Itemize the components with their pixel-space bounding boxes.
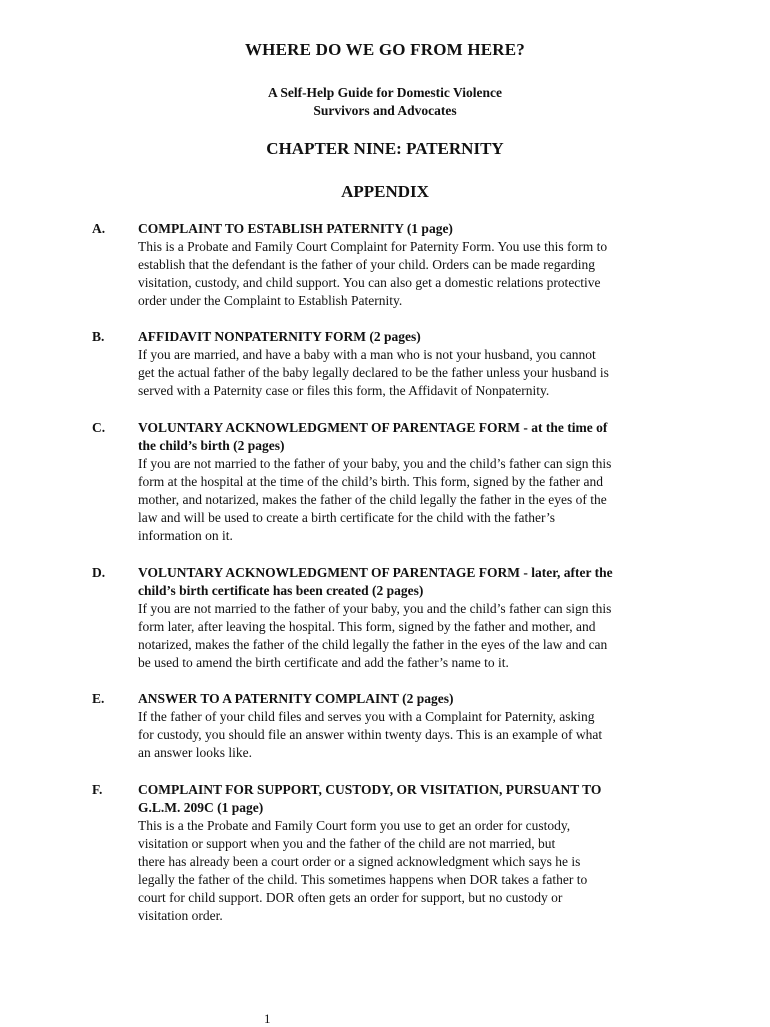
document-title: WHERE DO WE GO FROM HERE? [244, 40, 525, 59]
body-line: an answer looks like. [138, 745, 252, 760]
subtitle-line: A Self-Help Guide for Domestic Violence [267, 85, 503, 100]
body-line: visitation, custody, and child support. You can also get a domestic relations protective [138, 275, 601, 290]
body-line: law and will be used to create a birth certificate for the child with the father’s [138, 510, 555, 525]
body-line: This is a the Probate and Family Court form you use to get an order for custody, [138, 818, 571, 833]
body-line: If you are married, and have a baby with a man who is not your husband, you cannot [138, 347, 596, 362]
section-heading: ANSWER TO A PATERNITY COMPLAINT (2 pages) [138, 691, 454, 706]
section-letter: F. [92, 782, 103, 797]
body-line: information on it. [138, 528, 233, 543]
section-content [138, 419, 683, 545]
section-content [138, 220, 683, 310]
section-heading: the child’s birth (2 pages) [138, 438, 285, 453]
section-letter: D. [92, 565, 106, 580]
body-line: form later, after leaving the hospital. This form, signed by the father and mother, and [138, 619, 596, 634]
section-heading: VOLUNTARY ACKNOWLEDGMENT OF PARENTAGE FORM - at the time of [138, 420, 608, 435]
body-line: establish that the defendant is the father of your child. Orders can be made regarding [138, 257, 595, 272]
body-line: get the actual father of the baby legally declared to be the father unless your husband is [138, 365, 609, 380]
section-content [138, 328, 683, 400]
body-line: legally the father of the child. This sometimes happens when DOR takes a father to [138, 872, 588, 887]
section-heading: COMPLAINT TO ESTABLISH PATERNITY (1 page) [138, 221, 453, 236]
section-letter: E. [92, 691, 105, 706]
section-letter: A. [92, 221, 106, 236]
section-content [138, 564, 683, 672]
body-line: visitation or support when you and the father of the child are not married, but [138, 836, 556, 851]
body-line: notarized, makes the father of the child legally the father in the eyes of the law and can [138, 637, 608, 652]
body-line: be used to amend the birth certificate and add the father’s name to it. [138, 655, 509, 670]
page-number: 1 [264, 1011, 271, 1026]
section-content [138, 690, 683, 762]
body-line: mother, and notarized, makes the father of the child legally the father in the eyes of the [138, 492, 607, 507]
section-heading: child’s birth certificate has been created (2 pages) [138, 583, 424, 598]
section-letter: C. [92, 420, 106, 435]
appendix-heading: APPENDIX [341, 182, 429, 201]
chapter-heading: CHAPTER NINE: PATERNITY [266, 139, 504, 158]
body-line: This is a Probate and Family Court Complaint for Paternity Form. You use this form to [138, 239, 608, 254]
document-subtitle [0, 84, 770, 120]
section-content [138, 781, 683, 925]
section-heading: VOLUNTARY ACKNOWLEDGMENT OF PARENTAGE FORM - later, after the [138, 565, 613, 580]
body-line: If you are not married to the father of your baby, you and the child’s father can sign this [138, 456, 612, 471]
body-line: order under the Complaint to Establish Paternity. [138, 293, 403, 308]
body-line: form at the hospital at the time of the child’s birth. This form, signed by the father and [138, 474, 604, 489]
body-line: served with a Paternity case or files this form, the Affidavit of Nonpaternity. [138, 383, 550, 398]
body-line: visitation order. [138, 908, 223, 923]
body-line: for custody, you should file an answer within twenty days. This is an example of what [138, 727, 603, 742]
section-heading: COMPLAINT FOR SUPPORT, CUSTODY, OR VISITATION, PURSUANT TO [138, 782, 602, 797]
subtitle-line: Survivors and Advocates [313, 103, 457, 118]
body-line: there has already been a court order or a signed acknowledgment which says he is [138, 854, 581, 869]
section-heading: G.L.M. 209C (1 page) [138, 800, 264, 815]
body-line: If the father of your child files and serves you with a Complaint for Paternity, asking [138, 709, 595, 724]
section-heading: AFFIDAVIT NONPATERNITY FORM (2 pages) [138, 329, 421, 344]
section-letter: B. [92, 329, 105, 344]
body-line: court for child support. DOR often gets an order for support, but no custody or [138, 890, 563, 905]
body-line: If you are not married to the father of your baby, you and the child’s father can sign this [138, 601, 612, 616]
